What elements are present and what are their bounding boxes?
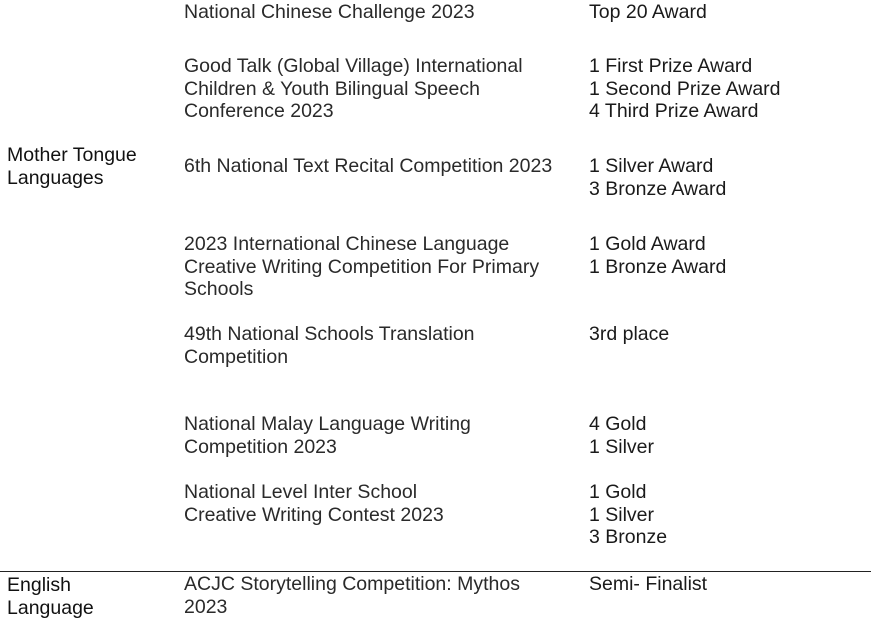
competition-name: ACJC Storytelling Competition: Mythos 2023 — [184, 573, 520, 618]
award-result: 1 Gold Award 1 Bronze Award — [589, 233, 727, 278]
award-result: Semi- Finalist — [589, 573, 708, 595]
award-result: 4 Gold 1 Silver — [589, 413, 655, 458]
competition-name: National Chinese Challenge 2023 — [184, 1, 475, 23]
competition-name: Good Talk (Global Village) International Children & Youth Bilingual Speech Conference 2023 — [184, 55, 523, 122]
award-result: 3rd place — [589, 323, 670, 345]
award-result: Top 20 Award — [589, 1, 707, 23]
award-result: 1 Silver Award 3 Bronze Award — [589, 155, 727, 200]
competition-name: National Level Inter School Creative Writing Contest 2023 — [184, 481, 444, 526]
competition-name: 6th National Text Recital Competition 2023 — [184, 155, 553, 177]
award-result: 1 First Prize Award 1 Second Prize Award 4 Third Prize Award — [589, 55, 781, 122]
competition-name: National Malay Language Writing Competition 2023 — [184, 413, 471, 458]
subject-mother-tongue: Mother Tongue Languages — [7, 144, 137, 189]
section-divider — [0, 571, 871, 572]
subject-english: English Language — [7, 574, 94, 619]
competition-name: 49th National Schools Translation Competition — [184, 323, 475, 368]
competition-name: 2023 International Chinese Language Creative Writing Competition For Primary Schools — [184, 233, 540, 300]
award-result: 1 Gold 1 Silver 3 Bronze — [589, 481, 668, 548]
